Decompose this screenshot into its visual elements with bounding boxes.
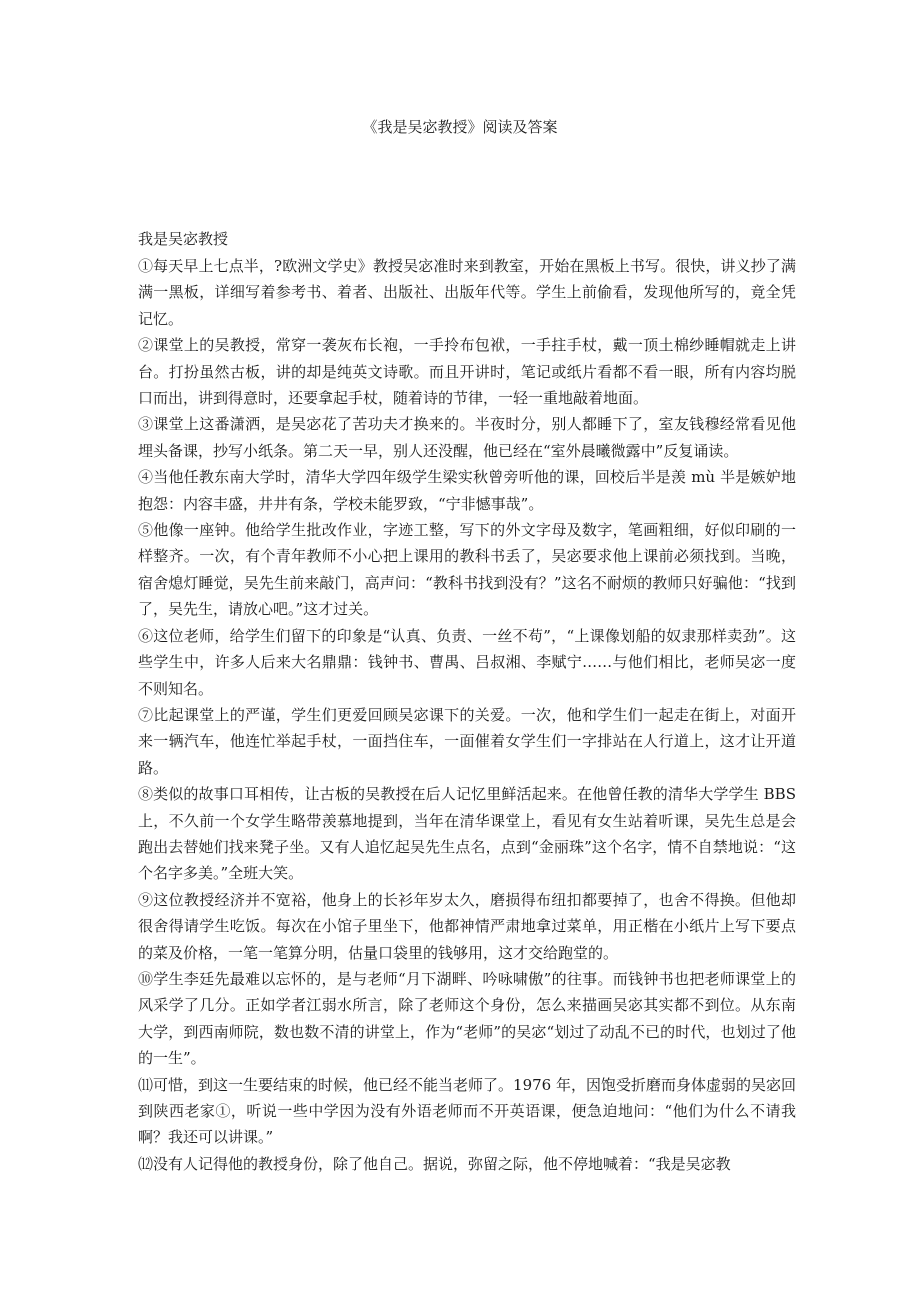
paragraph-1: ①每天早上七点半，?欧洲文学史》教授吴宓准时来到教室，开始在黑板上书写。很快，讲义抄了满满一黑板，详细写着参考书、着者、出版社、出版年代等。学生上前偷看，发现他所写的，竟全凭记忆。 — [138, 257, 796, 328]
paragraph-6: ⑥这位老师，给学生们留下的印象是“认真、负责、一丝不苟”，“上课像划船的奴隶那样卖劲”。这些学生中，许多人后来大名鼎鼎：钱钟书、曹禺、吕叔湘、李赋宁……与他们相比，老师吴宓一度不则知名。 — [138, 626, 796, 698]
paragraph-8: ⑧类似的故事口耳相传，让古板的吴教授在后人记忆里鲜活起来。在他曾任教的清华大学学生 BBS 上，不久前一个女学生略带羡慕地提到，当年在清华课堂上，看见有女生站着听课，吴先生总是会跑出去替她们找来凳子坐。又有人追忆起吴先生点名，点到“金丽珠”这个名字，情不自禁地说：“这个名字多美。”全班大笑。 — [138, 785, 796, 883]
paragraph-5: ⑤他像一座钟。他给学生批改作业，字迹工整，写下的外文字母及数字，笔画粗细，好似印刷的一样整齐。一次，有个青年教师不小心把上课用的教科书丢了，吴宓要求他上课前必须找到。当晚，宿舍熄灯睡觉，吴先生前来敲门，高声问：“教科书找到没有？”这名不耐烦的教师只好骗他：“找到了，吴先生，请放心吧。”这才过关。 — [138, 521, 796, 619]
paragraph-10: ⑩学生李廷先最难以忘怀的，是与老师“月下湖畔、吟咏啸傲”的往事。而钱钟书也把老师课堂上的风采学了几分。正如学者江弱水所言，除了老师这个身份，怎么来描画吴宓其实都不到位。从东南大学，到西南师院，数也数不清的讲堂上，作为“老师”的吴宓“划过了动乱不已的时代，也划过了他的一生”。 — [138, 969, 796, 1068]
paragraph-3: ③课堂上这番潇洒，是吴宓花了苦功夫才换来的。半夜时分，别人都睡下了，室友钱穆经常看见他埋头备课，抄写小纸条。第二天一早，别人还没醒，他已经在“室外晨曦微露中”反复诵读。 — [138, 415, 796, 460]
paragraph-4: ④当他任教东南大学时，清华大学四年级学生梁实秋曾旁听他的课，回校后半是羡 mù 半是嫉妒地抱怨：内容丰盛，井井有条，学校未能罗致，“宁非憾事哉”。 — [138, 468, 796, 513]
paragraph-12: ⑿没有人记得他的教授身份，除了他自己。据说，弥留之际，他不停地喊着：“我是吴宓教 — [138, 1154, 731, 1173]
document-title: 《我是吴宓教授》阅读及答案 — [362, 118, 558, 136]
paragraph-7: ⑦比起课堂上的严谨，学生们更爱回顾吴宓课下的关爱。一次，他和学生们一起走在街上，对面开来一辆汽车，他连忙举起手杖，一面挡住车，一面催着女学生们一字排站在人行道上，这才让开道路。 — [138, 705, 796, 777]
paragraph-2: ②课堂上的吴教授，常穿一袭灰布长袍，一手拎布包袱，一手拄手杖，戴一顶土棉纱睡帽就走上讲台。打扮虽然古板，讲的却是纯英文诗歌。而且开讲时，笔记或纸片看都不看一眼，所有内容均脱口而出，讲到得意时，还要拿起手杖，随着诗的节律，一轻一重地敲着地面。 — [138, 336, 796, 408]
article-subtitle: 我是吴宓教授 — [138, 230, 229, 248]
paragraph-9: ⑨这位教授经济并不宽裕，他身上的长衫年岁太久，磨损得布纽扣都要掉了，也舍不得换。但他却很舍得请学生吃饭。每次在小馆子里坐下，他都神情严肃地拿过菜单，用正楷在小纸片上写下要点的菜及价格，一笔一笔算分明，估量口袋里的钱够用，这才交给跑堂的。 — [138, 890, 796, 962]
article-body — [138, 226, 796, 1177]
paragraph-11: ⑾可惜，到这一生要结束的时候，他已经不能当老师了。1976 年，因饱受折磨而身体虚弱的吴宓回到陕西老家①，听说一些中学因为没有外语老师而不开英语课，便急迫地问：“他们为什么不请我啊？我还可以讲课。” — [138, 1075, 796, 1147]
